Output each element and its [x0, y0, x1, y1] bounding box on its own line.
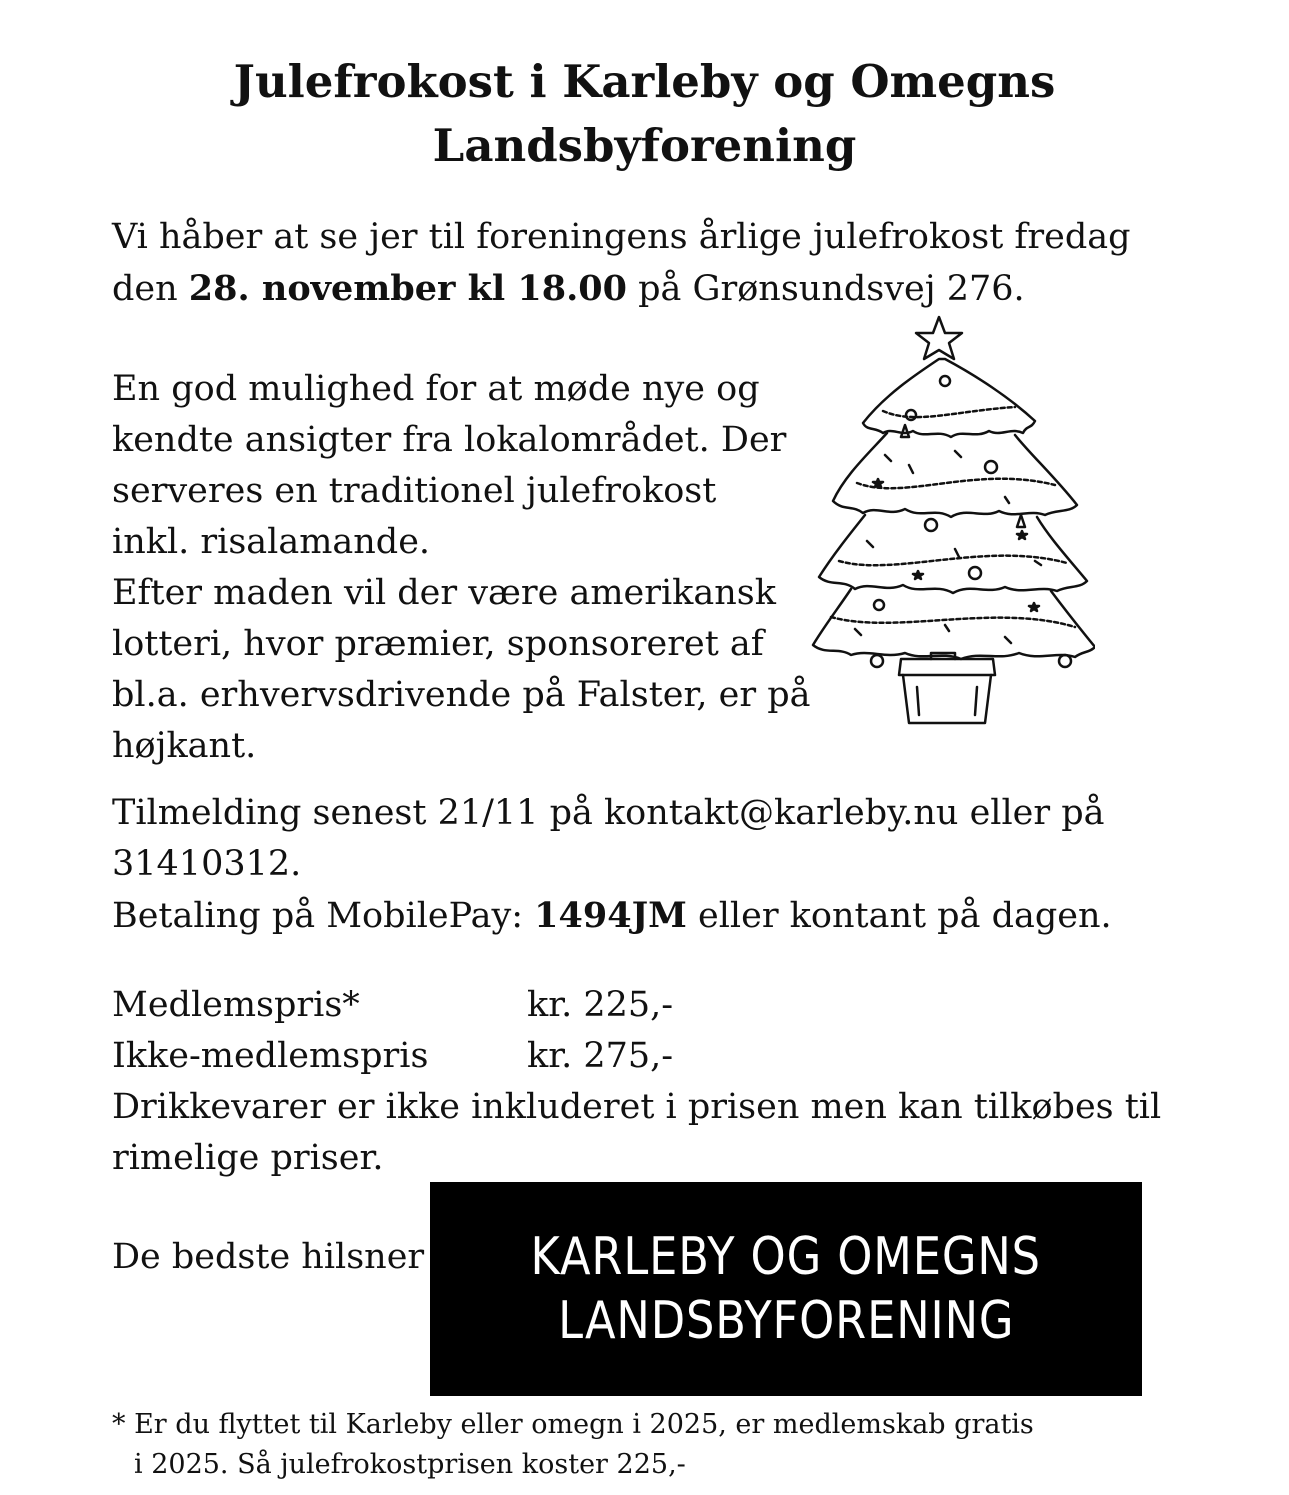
christmas-tree-icon [805, 315, 1095, 735]
price-value: kr. 275,- [527, 1036, 674, 1076]
price-label: Ikke-medlemspris [112, 1036, 429, 1076]
description-line: bl.a. erhvervsdrivende på Falster, er på [112, 675, 811, 715]
title-line-2: Landsbyforening [432, 119, 857, 172]
logo-line-1: KARLEBY OG OMEGNS [530, 1227, 1042, 1287]
description-line: kendte ansigter fra lokalområdet. Der [112, 420, 787, 460]
description-paragraph [112, 364, 812, 772]
intro-text-1: Vi håber at se jer til foreningens årlige julefrokost fredag den [112, 217, 1131, 309]
logo-line-2: LANDSBYFORENING [557, 1291, 1015, 1351]
event-date: 28. november kl 18.00 [188, 268, 627, 309]
description-line: inkl. risalamande. [112, 522, 431, 562]
price-row-member [112, 980, 1192, 1031]
footnote-line-2: i 2025. Så julefrokostprisen koster 225,- [134, 1449, 686, 1480]
page-title [0, 50, 1289, 178]
intro-text-2: på Grønsundsvej 276. [627, 269, 1025, 309]
price-label: Medlemspris* [112, 985, 360, 1025]
mobilepay-code: 1494JM [534, 895, 687, 936]
price-value: kr. 225,- [527, 985, 674, 1025]
description-line: højkant. [112, 726, 257, 766]
payment-prefix: Betaling på MobilePay: [112, 896, 535, 936]
signup-paragraph [112, 788, 1192, 942]
footnote-line-1: * Er du flyttet til Karleby eller omegn i 2025, er medlemskab gratis [112, 1409, 1034, 1440]
payment-suffix: eller kontant på dagen. [686, 896, 1112, 936]
association-logo [430, 1182, 1142, 1396]
footnote [112, 1405, 1112, 1485]
description-line: Efter maden vil der være amerikansk [112, 573, 776, 613]
greeting: De bedste hilsner [112, 1237, 425, 1277]
title-line-1: Julefrokost i Karleby og Omegns [233, 55, 1056, 108]
drinks-note: Drikkevarer er ikke inkluderet i prisen men kan tilkøbes til rimelige priser. [112, 1087, 1162, 1178]
price-row-nonmember [112, 1031, 1192, 1082]
description-line: En god mulighed for at møde nye og [112, 369, 760, 409]
description-line: serveres en traditionel julefrokost [112, 471, 717, 511]
intro-paragraph [112, 212, 1192, 315]
prices-section [112, 980, 1192, 1184]
signup-text: Tilmelding senest 21/11 på kontakt@karleby.nu eller på 31410312. [112, 793, 1105, 884]
description-line: lotteri, hvor præmier, sponsoreret af [112, 624, 764, 664]
